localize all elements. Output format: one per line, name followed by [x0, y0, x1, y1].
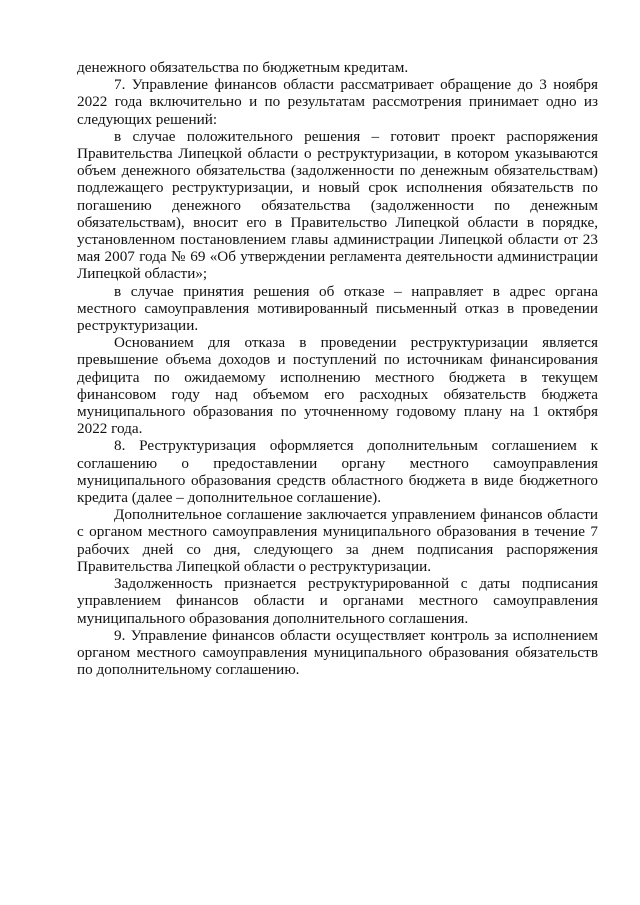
paragraph-positive-decision: в случае положительного решения – готовит проект распоряжения Правительства Липецкой области о реструктуризации, в котором указываются объем денежного обязательства (задолженности по денежным обязательствам) подлежащего реструктуризации, и новый срок исполнения обязательств по погашению денежного обязательства (задолженности по денежным обязательствам), вносит его в Правительство Липецкой области в порядке, установленном постановлением главы администрации Липецкой области от 23 мая 2007 года № 69 «Об утверждении регламента деятельности администрации Липецкой области»; [77, 127, 598, 283]
document-body [77, 59, 598, 678]
paragraph-item-8: 8. Реструктуризация оформляется дополнительным соглашением к соглашению о предоставлении органу местного самоуправления муниципального образования средств областного бюджета в виде бюджетного кредита (далее – дополнительное соглашение). [77, 437, 598, 507]
paragraph-agreement-conclusion: Дополнительное соглашение заключается управлением финансов области с органом местного самоуправления муниципального образования в течение 7 рабочих дней со дня, следующего за днем подписания распоряжения Правительства Липецкой области о реструктуризации. [77, 506, 598, 575]
paragraph-debt-recognition: Задолженность признается реструктурированной с даты подписания управлением финансов области и органами местного самоуправления муниципального образования дополнительного соглашения. [77, 575, 598, 627]
paragraph-refusal-grounds: Основанием для отказа в проведении реструктуризации является превышение объема доходов и поступлений по источникам финансирования дефицита по ожидаемому исполнению местного бюджета в текущем финансовом году над объемом его расходных обязательств бюджета муниципального образования по уточненному годовому плану на 1 октября 2022 года. [77, 334, 598, 438]
paragraph-item-9: 9. Управление финансов области осуществляет контроль за исполнением органом местного самоуправления муниципального образования обязательств по дополнительному соглашению. [77, 626, 598, 679]
paragraph-item-7: 7. Управление финансов области рассматривает обращение до 3 ноября 2022 года включительно и по результатам рассмотрения принимает одно из следующих решений: [77, 76, 598, 128]
paragraph-refusal-decision: в случае принятия решения об отказе – направляет в адрес органа местного самоуправления мотивированный письменный отказ в проведении реструктуризации. [77, 282, 598, 335]
paragraph-continuation: денежного обязательства по бюджетным кредитам. [77, 59, 409, 76]
